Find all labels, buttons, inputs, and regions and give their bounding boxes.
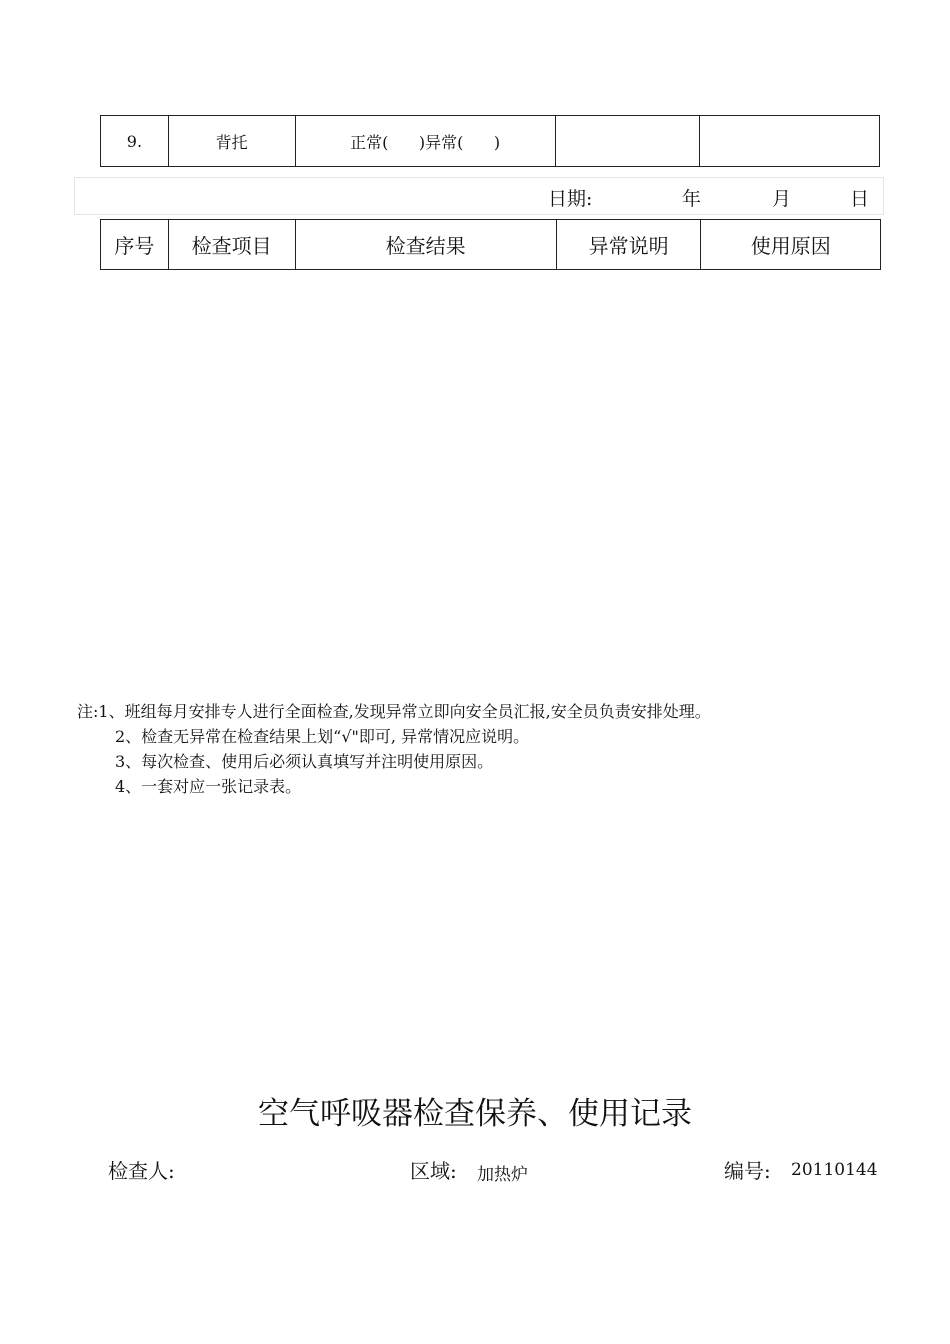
row-result bbox=[296, 116, 556, 166]
row-result-text: 正常( )异常( ) bbox=[350, 132, 501, 152]
number-label: 编号: bbox=[724, 1159, 771, 1183]
date-month: 月 bbox=[772, 188, 792, 210]
table-header bbox=[100, 219, 881, 270]
row-abnormal-note[interactable] bbox=[556, 116, 701, 166]
area-label: 区域: bbox=[410, 1159, 457, 1183]
row-use-reason[interactable] bbox=[700, 116, 879, 166]
row-number: 9. bbox=[101, 116, 169, 166]
notes bbox=[77, 699, 711, 799]
inspector-label: 检查人: bbox=[108, 1159, 175, 1183]
page-title: 空气呼吸器检查保养、使用记录 bbox=[258, 1096, 692, 1132]
note-line-1: 注:1、班组每月安排专人进行全面检查,发现异常立即向安全员汇报,安全员负责安排处理。 bbox=[77, 702, 711, 721]
header-no: 序号 bbox=[101, 220, 169, 269]
table-row-9 bbox=[100, 115, 880, 167]
header-abnormal: 异常说明 bbox=[557, 220, 702, 269]
number-value: 20110144 bbox=[791, 1160, 878, 1180]
header-item: 检查项目 bbox=[169, 220, 296, 269]
date-year: 年 bbox=[682, 188, 702, 210]
note-line-4: 4、一套对应一张记录表。 bbox=[115, 777, 302, 796]
note-line-3: 3、每次检查、使用后必须认真填写并注明使用原因。 bbox=[115, 752, 494, 771]
header-reason: 使用原因 bbox=[750, 234, 831, 258]
date-day: 日 bbox=[850, 188, 870, 210]
date-label: 日期: bbox=[548, 188, 593, 210]
note-line-2: 2、检查无异常在检查结果上划“√"即可, 异常情况应说明。 bbox=[115, 727, 530, 746]
row-item: 背托 bbox=[169, 116, 296, 166]
header-result: 检查结果 bbox=[296, 220, 557, 269]
area-value: 加热炉 bbox=[477, 1165, 528, 1185]
date-bar bbox=[74, 177, 884, 215]
